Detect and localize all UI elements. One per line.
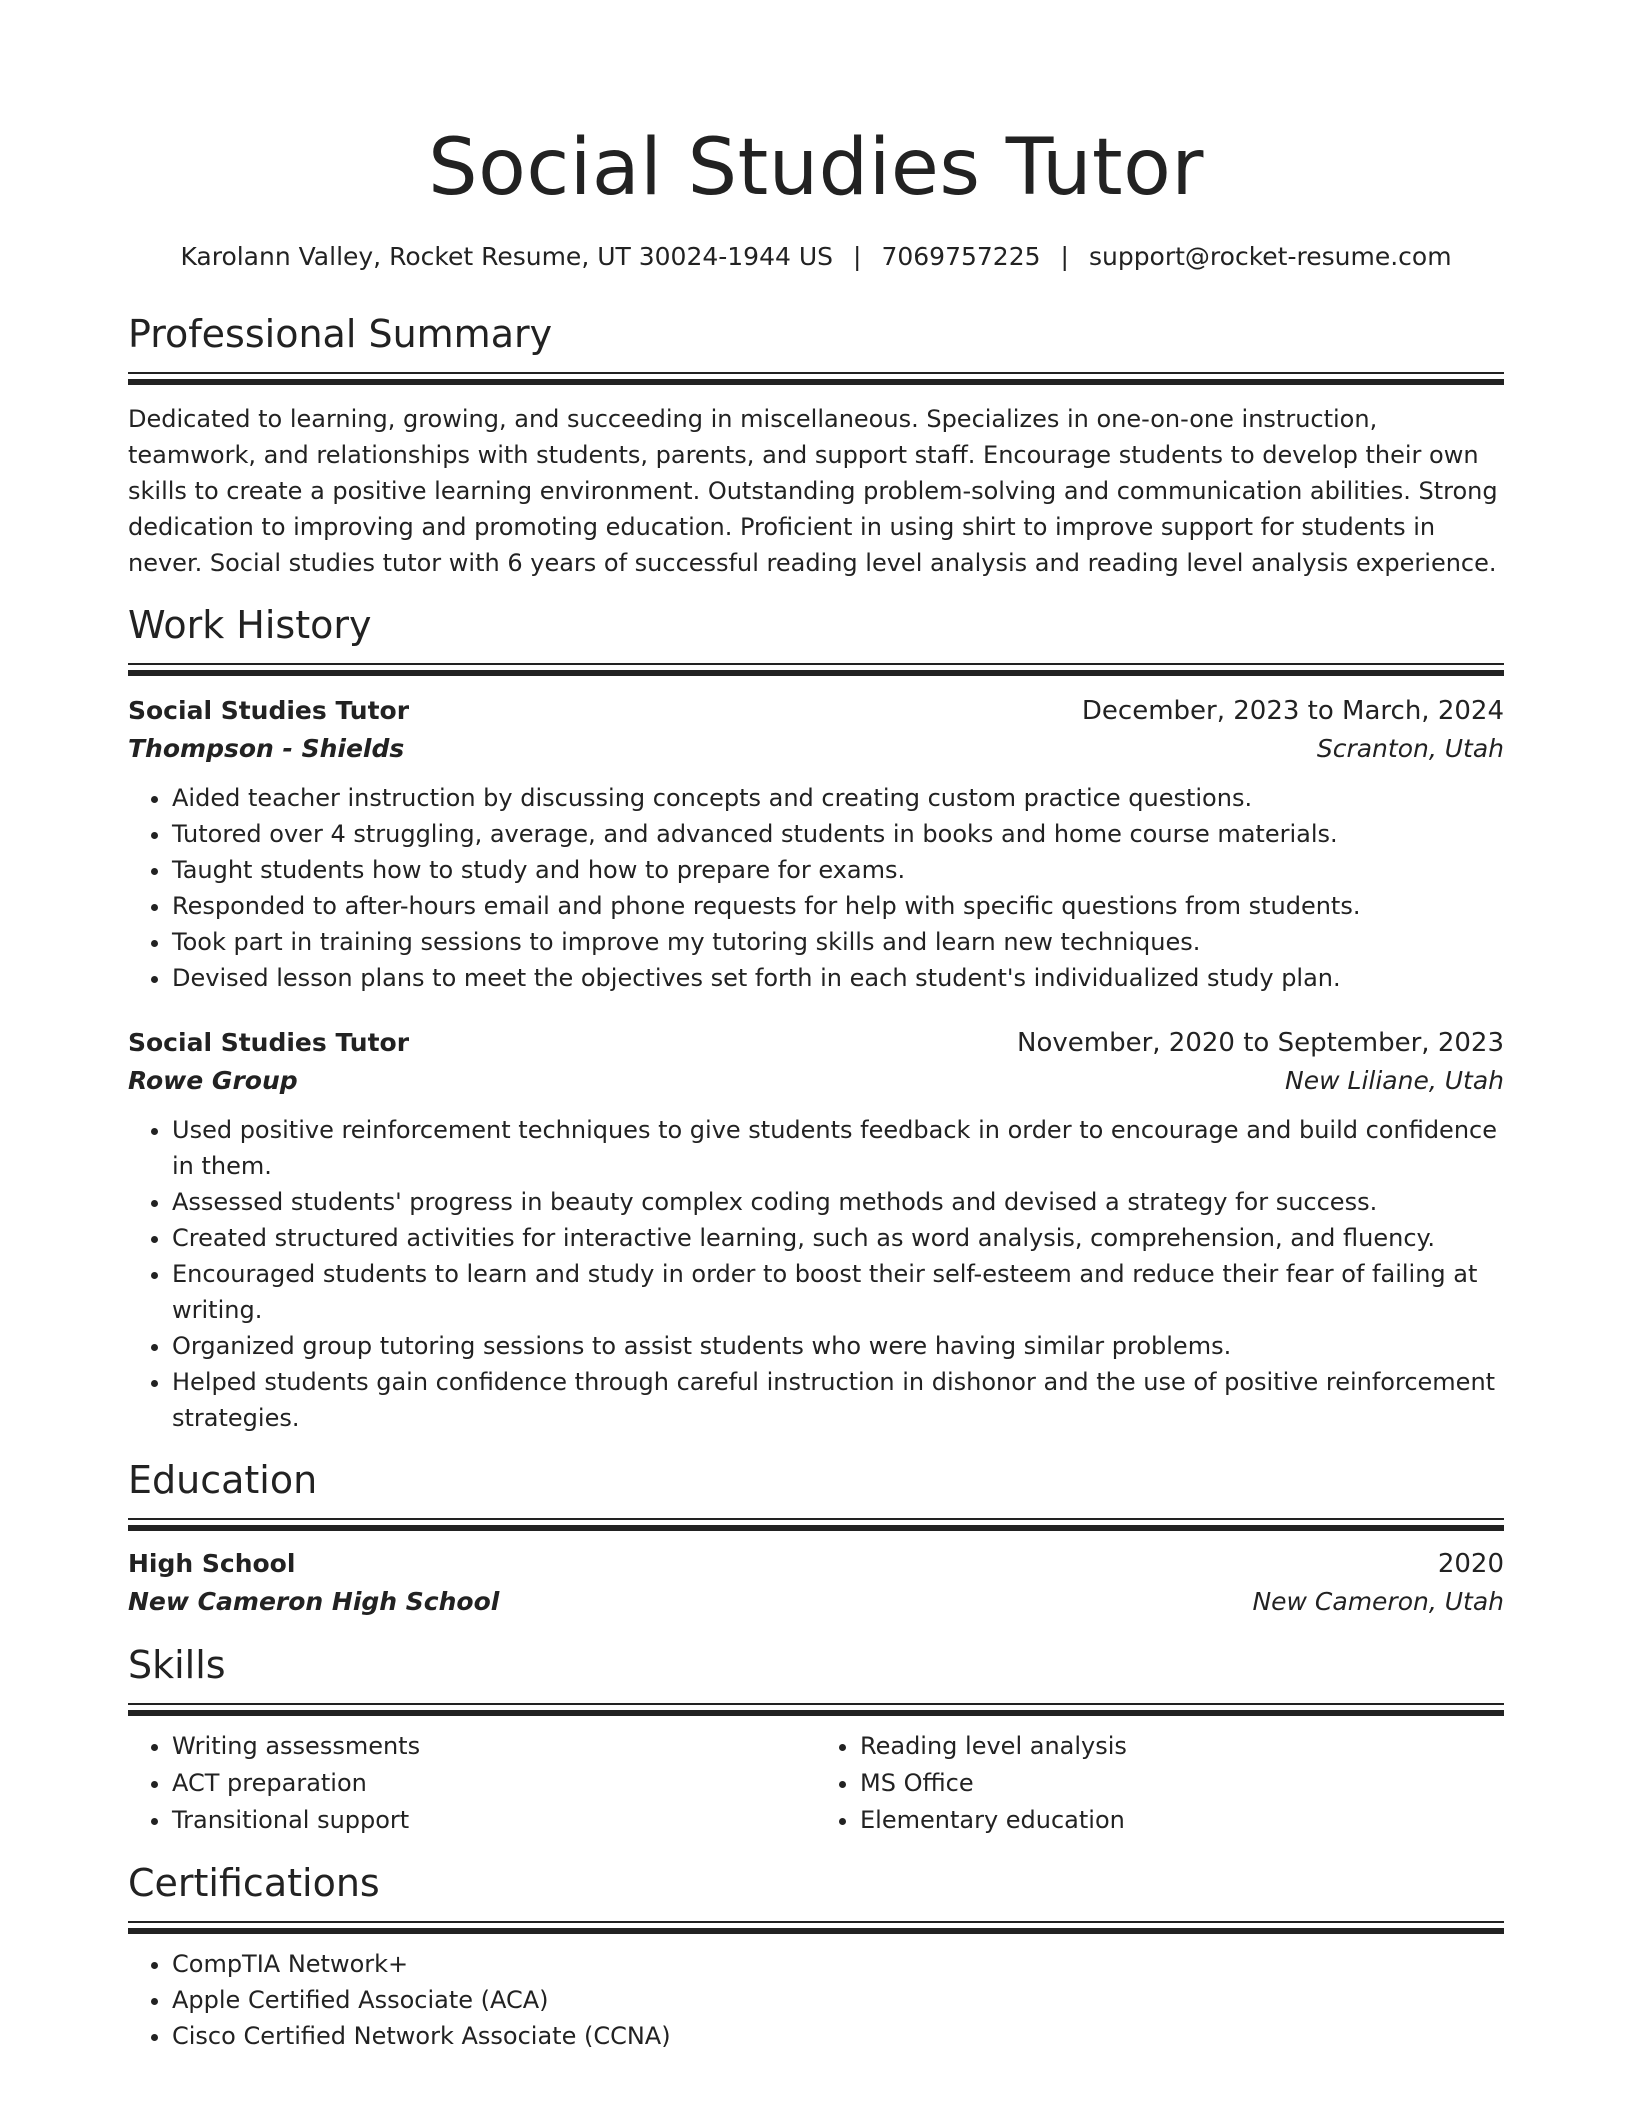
section-title-certifications: Certifications xyxy=(128,1861,380,1905)
education-location: New Cameron, Utah xyxy=(1252,1587,1504,1616)
job-location: New Liliane, Utah xyxy=(1285,1066,1504,1095)
job-title: Social Studies Tutor xyxy=(128,1028,410,1057)
summary-section xyxy=(128,310,1504,581)
certifications-section xyxy=(128,1859,1504,2054)
skill-item: • Reading level analysis xyxy=(860,1728,1504,1765)
education-section xyxy=(128,1456,1504,1621)
job-bullet: • Took part in training sessions to improve my tutoring skills and learn new techniques. xyxy=(172,924,1504,960)
certification-item: • Cisco Certified Network Associate (CCNA) xyxy=(172,2018,1504,2054)
certification-item: • CompTIA Network+ xyxy=(172,1946,1504,1982)
section-divider xyxy=(128,663,1504,665)
contact-email[interactable]: support@rocket-resume.com xyxy=(1088,242,1452,271)
job-bullet: • Used positive reinforcement techniques to give students feedback in order to encourage and build confidence in them. xyxy=(172,1112,1504,1184)
job-entry xyxy=(128,1024,1504,1436)
skill-item: • Elementary education xyxy=(860,1802,1504,1839)
skill-item: • MS Office xyxy=(860,1765,1504,1802)
job-entry xyxy=(128,692,1504,996)
work-history-section xyxy=(128,601,1504,1436)
skill-item: • Transitional support xyxy=(172,1802,816,1839)
section-divider xyxy=(128,1921,1504,1923)
skills-list-left xyxy=(128,1728,816,1839)
section-title-education: Education xyxy=(128,1458,318,1502)
section-title-summary: Professional Summary xyxy=(128,312,553,356)
contact-separator: | xyxy=(1060,242,1069,271)
skills-section xyxy=(128,1641,1504,1839)
skill-item: • ACT preparation xyxy=(172,1765,816,1802)
section-title-skills: Skills xyxy=(128,1643,226,1687)
section-divider-thick xyxy=(128,670,1504,676)
job-location: Scranton, Utah xyxy=(1316,734,1504,763)
education-year: 2020 xyxy=(1437,1549,1504,1579)
job-bullet: • Assessed students' progress in beauty complex coding methods and devised a strategy for success. xyxy=(172,1184,1504,1220)
education-school: New Cameron High School xyxy=(128,1587,500,1616)
job-bullet: • Encouraged students to learn and study in order to boost their self-esteem and reduce their fear of failing at writing. xyxy=(172,1256,1504,1328)
skills-columns xyxy=(128,1716,1504,1839)
job-bullets xyxy=(128,1112,1504,1436)
certification-item: • Apple Certified Associate (ACA) xyxy=(172,1982,1504,2018)
job-bullet: • Helped students gain confidence through careful instruction in dishonor and the use of positive reinforcement strategies. xyxy=(172,1364,1504,1436)
contact-line xyxy=(128,240,1504,274)
section-title-work: Work History xyxy=(128,603,372,647)
skills-list-right xyxy=(816,1728,1504,1839)
contact-phone: 7069757225 xyxy=(881,242,1041,271)
job-dates: December, 2023 to March, 2024 xyxy=(1081,696,1504,726)
job-bullets xyxy=(128,780,1504,996)
section-divider-thick xyxy=(128,379,1504,385)
job-bullet: • Aided teacher instruction by discussing concepts and creating custom practice questions. xyxy=(172,780,1504,816)
job-company: Rowe Group xyxy=(128,1066,298,1095)
job-company: Thompson - Shields xyxy=(128,734,405,763)
resume-name: Social Studies Tutor xyxy=(428,123,1204,213)
certifications-list xyxy=(128,1946,1504,2054)
section-divider-thick xyxy=(128,1525,1504,1531)
contact-address: Karolann Valley, Rocket Resume, UT 30024-1944 US xyxy=(180,242,834,271)
job-bullet: • Responded to after-hours email and phone requests for help with specific questions from students. xyxy=(172,888,1504,924)
contact-separator: | xyxy=(853,242,862,271)
section-divider xyxy=(128,1703,1504,1705)
summary-text: Dedicated to learning, growing, and succeeding in miscellaneous. Specializes in one-on-one instruction, teamwork, and relationships with students, parents, and support staff. Encourage students to develop their own skills to create a positive learning environment. Outstanding problem-solving and communication abilities. Strong dedication to improving and promoting education. Proficient in using shirt to improve support for students in never. Social studies tutor with 6 years of successful reading level analysis and reading level analysis experience. xyxy=(128,405,1498,577)
job-bullet: • Devised lesson plans to meet the objectives set forth in each student's individualized study plan. xyxy=(172,960,1504,996)
job-bullet: • Organized group tutoring sessions to assist students who were having similar problems. xyxy=(172,1328,1504,1364)
education-degree: High School xyxy=(128,1549,296,1578)
section-divider xyxy=(128,372,1504,374)
section-divider-thick xyxy=(128,1928,1504,1934)
job-dates: November, 2020 to September, 2023 xyxy=(1017,1028,1504,1058)
section-divider xyxy=(128,1518,1504,1520)
job-bullet: • Created structured activities for interactive learning, such as word analysis, comprehension, and fluency. xyxy=(172,1220,1504,1256)
job-bullet: • Taught students how to study and how to prepare for exams. xyxy=(172,852,1504,888)
skill-item: • Writing assessments xyxy=(172,1728,816,1765)
job-title: Social Studies Tutor xyxy=(128,696,410,725)
job-bullet: • Tutored over 4 struggling, average, and advanced students in books and home course materials. xyxy=(172,816,1504,852)
